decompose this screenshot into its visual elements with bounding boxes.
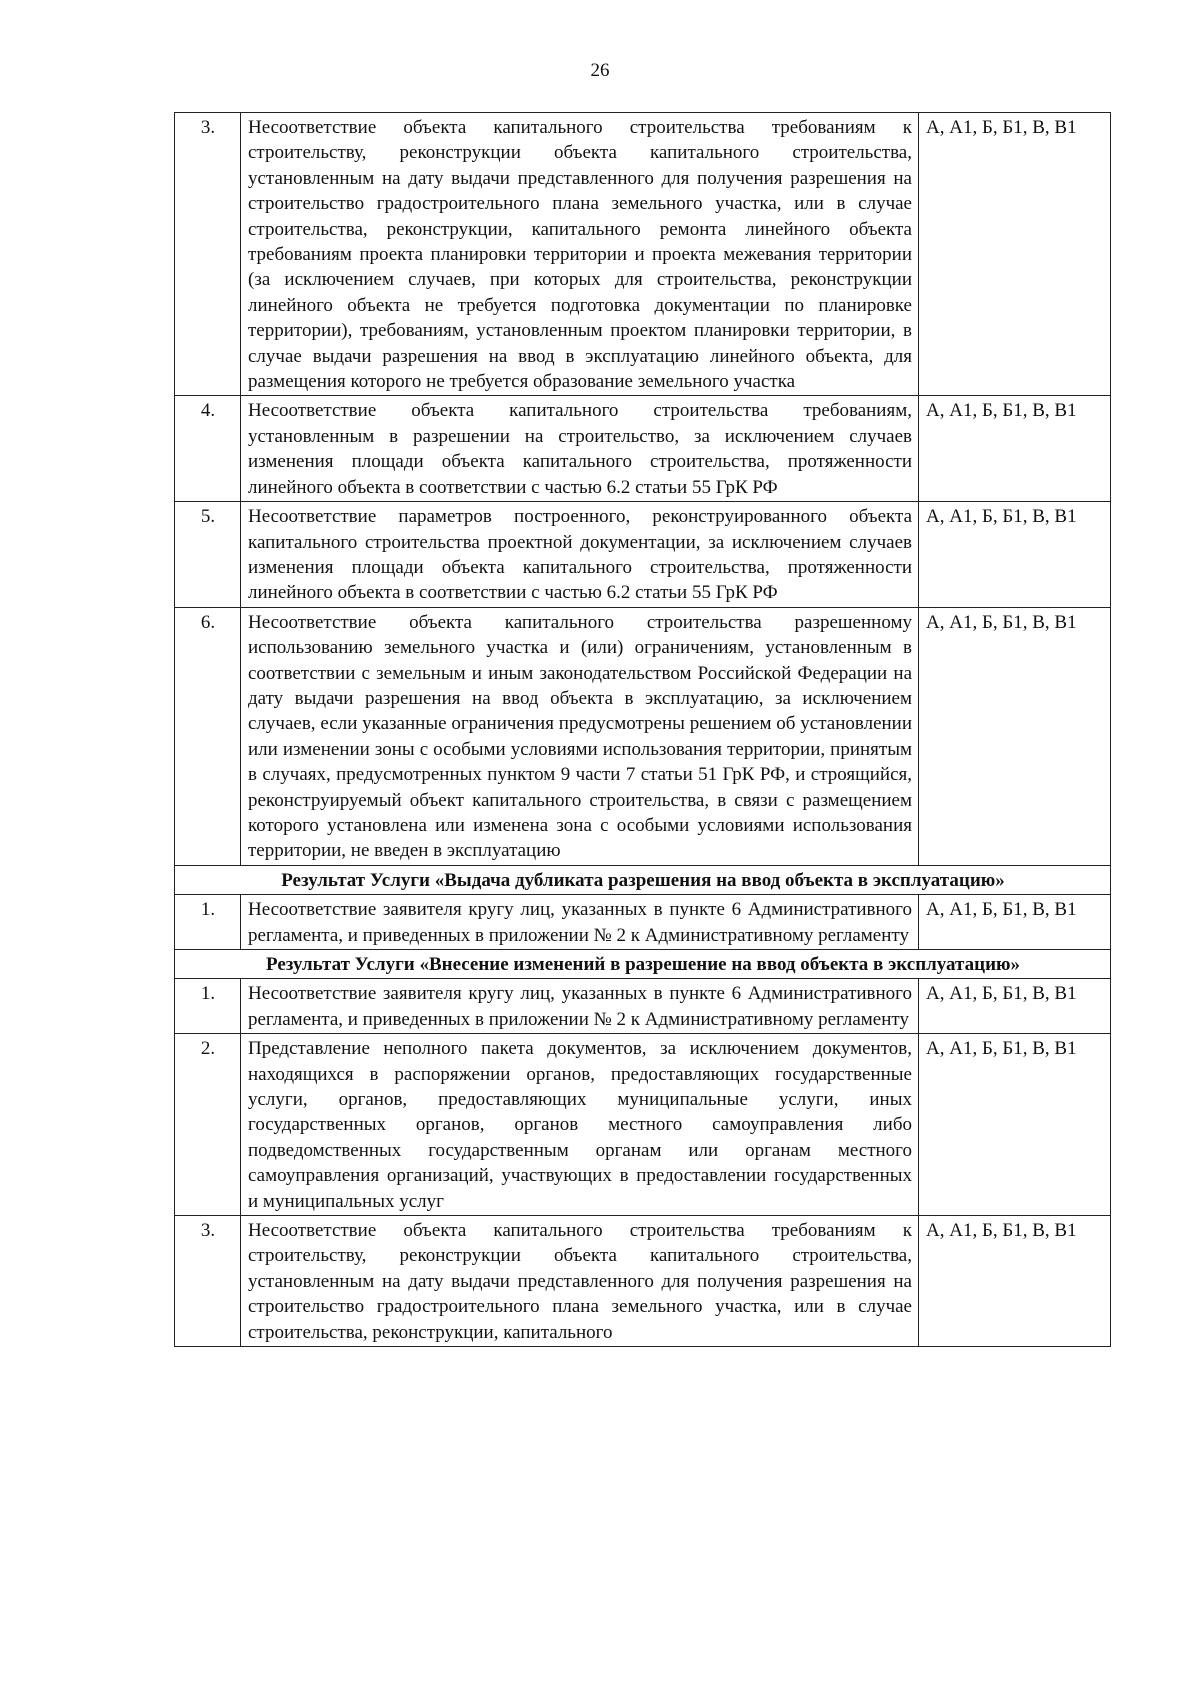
table-row [175, 396, 1111, 502]
row-number: 2. [175, 1034, 241, 1216]
row-number: 1. [175, 895, 241, 950]
table-row [175, 1216, 1111, 1347]
section-header-row [175, 865, 1111, 894]
row-number: 3. [175, 113, 241, 396]
table-row [175, 113, 1111, 396]
row-codes: А, А1, Б, Б1, В, В1 [919, 396, 1111, 502]
row-number: 4. [175, 396, 241, 502]
row-number: 6. [175, 607, 241, 865]
page-number: 26 [590, 60, 610, 81]
table-row [175, 1034, 1111, 1216]
row-codes: А, А1, Б, Б1, В, В1 [919, 979, 1111, 1034]
table-row [175, 502, 1111, 608]
row-number: 3. [175, 1216, 241, 1347]
row-text: Несоответствие объекта капитального строительства разрешенному использованию земельного участка и (или) ограничениям, установленным в соответствии с земельным и иным законодательством Российской Федерации на дату выдачи разрешения на ввод объекта в эксплуатацию, за исключением случаев, если указанные ограничения предусмотрены решением об установлении или изменении зоны с особыми условиями использования территории, принятым в случаях, предусмотренных пунктом 9 части 7 статьи 51 ГрК РФ, и строящийся, реконструируемый объект капитального строительства, в связи с размещением которого установлена или изменена зона с особыми условиями использования территории, не введен в эксплуатацию [241, 607, 919, 865]
row-codes: А, А1, Б, Б1, В, В1 [919, 1034, 1111, 1216]
row-text: Несоответствие заявителя кругу лиц, указанных в пункте 6 Административного регламента, и приведенных в приложении № 2 к Административному регламенту [241, 895, 919, 950]
row-text: Несоответствие объекта капитального строительства требованиям к строительству, реконструкции объекта капитального строительства, установленным на дату выдачи представленного для получения разрешения на строительство градостроительного плана земельного участка, или в случае строительства, реконструкции, капитального ремонта линейного объекта требованиям проекта планировки территории и проекта межевания территории (за исключением случаев, при которых для строительства, реконструкции линейного объекта не требуется подготовка документации по планировке территории), требованиям, установленным проектом планировки территории, в случае выдачи разрешения на ввод в эксплуатацию линейного объекта, для размещения которого не требуется образование земельного участка [241, 113, 919, 396]
row-codes: А, А1, Б, Б1, В, В1 [919, 607, 1111, 865]
section-heading: Результат Услуги «Внесение изменений в разрешение на ввод объекта в эксплуатацию» [175, 950, 1111, 979]
row-text: Несоответствие параметров построенного, реконструированного объекта капитального строительства проектной документации, за исключением случаев изменения площади объекта капитального строительства, протяженности линейного объекта в соответствии с частью 6.2 статьи 55 ГрК РФ [241, 502, 919, 608]
row-text: Несоответствие объекта капитального строительства требованиям, установленным в разрешении на строительство, за исключением случаев изменения площади объекта капитального строительства, протяженности линейного объекта в соответствии с частью 6.2 статьи 55 ГрК РФ [241, 396, 919, 502]
row-text: Представление неполного пакета документов, за исключением документов, находящихся в распоряжении органов, предоставляющих государственные услуги, органов, предоставляющих муниципальные услуги, иных государственных органов, органов местного самоуправления либо подведомственных государственным органам или органам местного самоуправления организаций, участвующих в предоставлении государственных и муниципальных услуг [241, 1034, 919, 1216]
table-row [175, 979, 1111, 1034]
section-heading: Результат Услуги «Выдача дубликата разрешения на ввод объекта в эксплуатацию» [175, 865, 1111, 894]
row-codes: А, А1, Б, Б1, В, В1 [919, 1216, 1111, 1347]
table-row [175, 607, 1111, 865]
row-number: 5. [175, 502, 241, 608]
row-text: Несоответствие объекта капитального строительства требованиям к строительству, реконструкции объекта капитального строительства, установленным на дату выдачи представленного для получения разрешения на строительство градостроительного плана земельного участка, или в случае строительства, реконструкции, капитального [241, 1216, 919, 1347]
section-header-row [175, 950, 1111, 979]
row-codes: А, А1, Б, Б1, В, В1 [919, 502, 1111, 608]
row-codes: А, А1, Б, Б1, В, В1 [919, 113, 1111, 396]
table-row [175, 895, 1111, 950]
row-number: 1. [175, 979, 241, 1034]
row-codes: А, А1, Б, Б1, В, В1 [919, 895, 1111, 950]
row-text: Несоответствие заявителя кругу лиц, указанных в пункте 6 Административного регламента, и приведенных в приложении № 2 к Административному регламенту [241, 979, 919, 1034]
requirements-table [174, 112, 1111, 1347]
